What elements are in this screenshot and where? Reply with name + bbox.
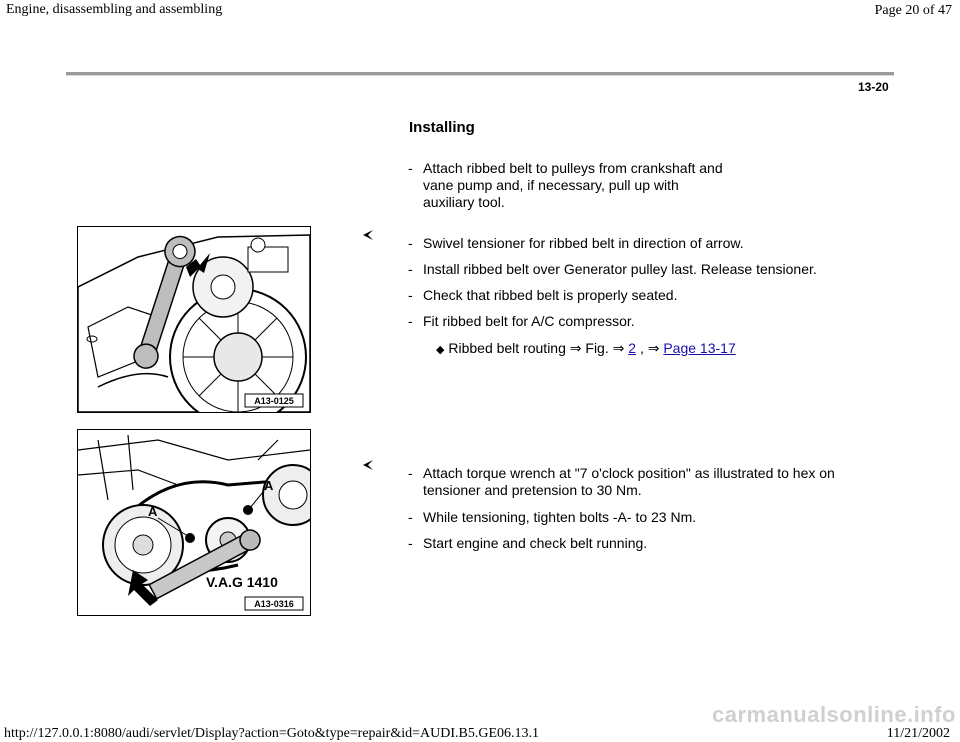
- figure-torque-wrench: [77, 429, 311, 616]
- figure-a13-0316-illustration: [78, 430, 310, 615]
- footer-date: 11/21/2002: [886, 726, 950, 741]
- note-text: Ribbed belt routing ⇒ Fig. ⇒: [448, 340, 625, 356]
- step-dash: -: [408, 160, 413, 176]
- figure-code: A13-0125: [254, 396, 294, 406]
- block2-step-2: [408, 509, 888, 526]
- step-text: While tensioning, tighten bolts -A- to 23 Nm.: [423, 509, 697, 525]
- step-line: Attach ribbed belt to pulleys from crankshaft and: [423, 160, 723, 176]
- step-text: Fit ribbed belt for A/C compressor.: [423, 313, 635, 329]
- bolt-label-a: A: [264, 478, 274, 493]
- arrow-left-icon: [361, 458, 375, 472]
- link-page-13-17[interactable]: Page 13-17: [663, 340, 736, 356]
- step-line: Attach torque wrench at "7 o'clock position" as illustrated to hex on: [423, 465, 835, 481]
- header-rule: [66, 72, 894, 76]
- step-text: [423, 465, 835, 499]
- tool-label: V.A.G 1410: [206, 574, 278, 590]
- step-text: Install ribbed belt over Generator pulley last. Release tensioner.: [423, 261, 817, 277]
- step-line: tensioner and pretension to 30 Nm.: [423, 482, 642, 498]
- step-dash: -: [408, 261, 413, 277]
- step-text: Start engine and check belt running.: [423, 535, 648, 551]
- block2-step-3: [408, 535, 888, 552]
- figure-a13-0125-illustration: [78, 227, 310, 412]
- step-text: [423, 160, 723, 211]
- figure-code: A13-0316: [254, 599, 294, 609]
- footer-url: http://127.0.0.1:8080/audi/servlet/Display?action=Goto&type=repair&id=AUDI.B5.GE06.13.1: [4, 726, 539, 741]
- step-dash: -: [408, 535, 413, 551]
- step-dash: -: [408, 465, 413, 481]
- page-number: 13-20: [858, 80, 889, 94]
- step-line: vane pump and, if necessary, pull up with: [423, 177, 679, 193]
- routing-note: [436, 340, 736, 359]
- link-fig-2[interactable]: 2: [628, 340, 637, 356]
- step-text: Check that ribbed belt is properly seated.: [423, 287, 678, 303]
- note-separator: , ⇒: [639, 340, 660, 356]
- block2-step-1: [408, 465, 888, 499]
- diamond-bullet-icon: ◆: [436, 344, 445, 356]
- block1-step-1: [408, 235, 888, 252]
- section-heading: Installing: [409, 119, 475, 136]
- step-dash: -: [408, 235, 413, 251]
- arrow-left-icon: [361, 228, 375, 242]
- block1-step-3: [408, 287, 888, 304]
- figure-tensioner-wrench: [77, 226, 311, 413]
- block1-step-2: [408, 261, 888, 278]
- intro-step: [408, 160, 768, 212]
- step-text: Swivel tensioner for ribbed belt in direction of arrow.: [423, 235, 744, 251]
- page-counter: Page 20 of 47: [874, 3, 952, 18]
- watermark: carmanualsonline.info: [712, 702, 956, 727]
- block1-step-4: [408, 313, 888, 330]
- document-title: Engine, disassembling and assembling: [6, 2, 223, 17]
- step-dash: -: [408, 287, 413, 303]
- step-line: auxiliary tool.: [423, 194, 505, 210]
- step-dash: -: [408, 313, 413, 329]
- bolt-label-a: A: [148, 504, 158, 519]
- step-dash: -: [408, 509, 413, 525]
